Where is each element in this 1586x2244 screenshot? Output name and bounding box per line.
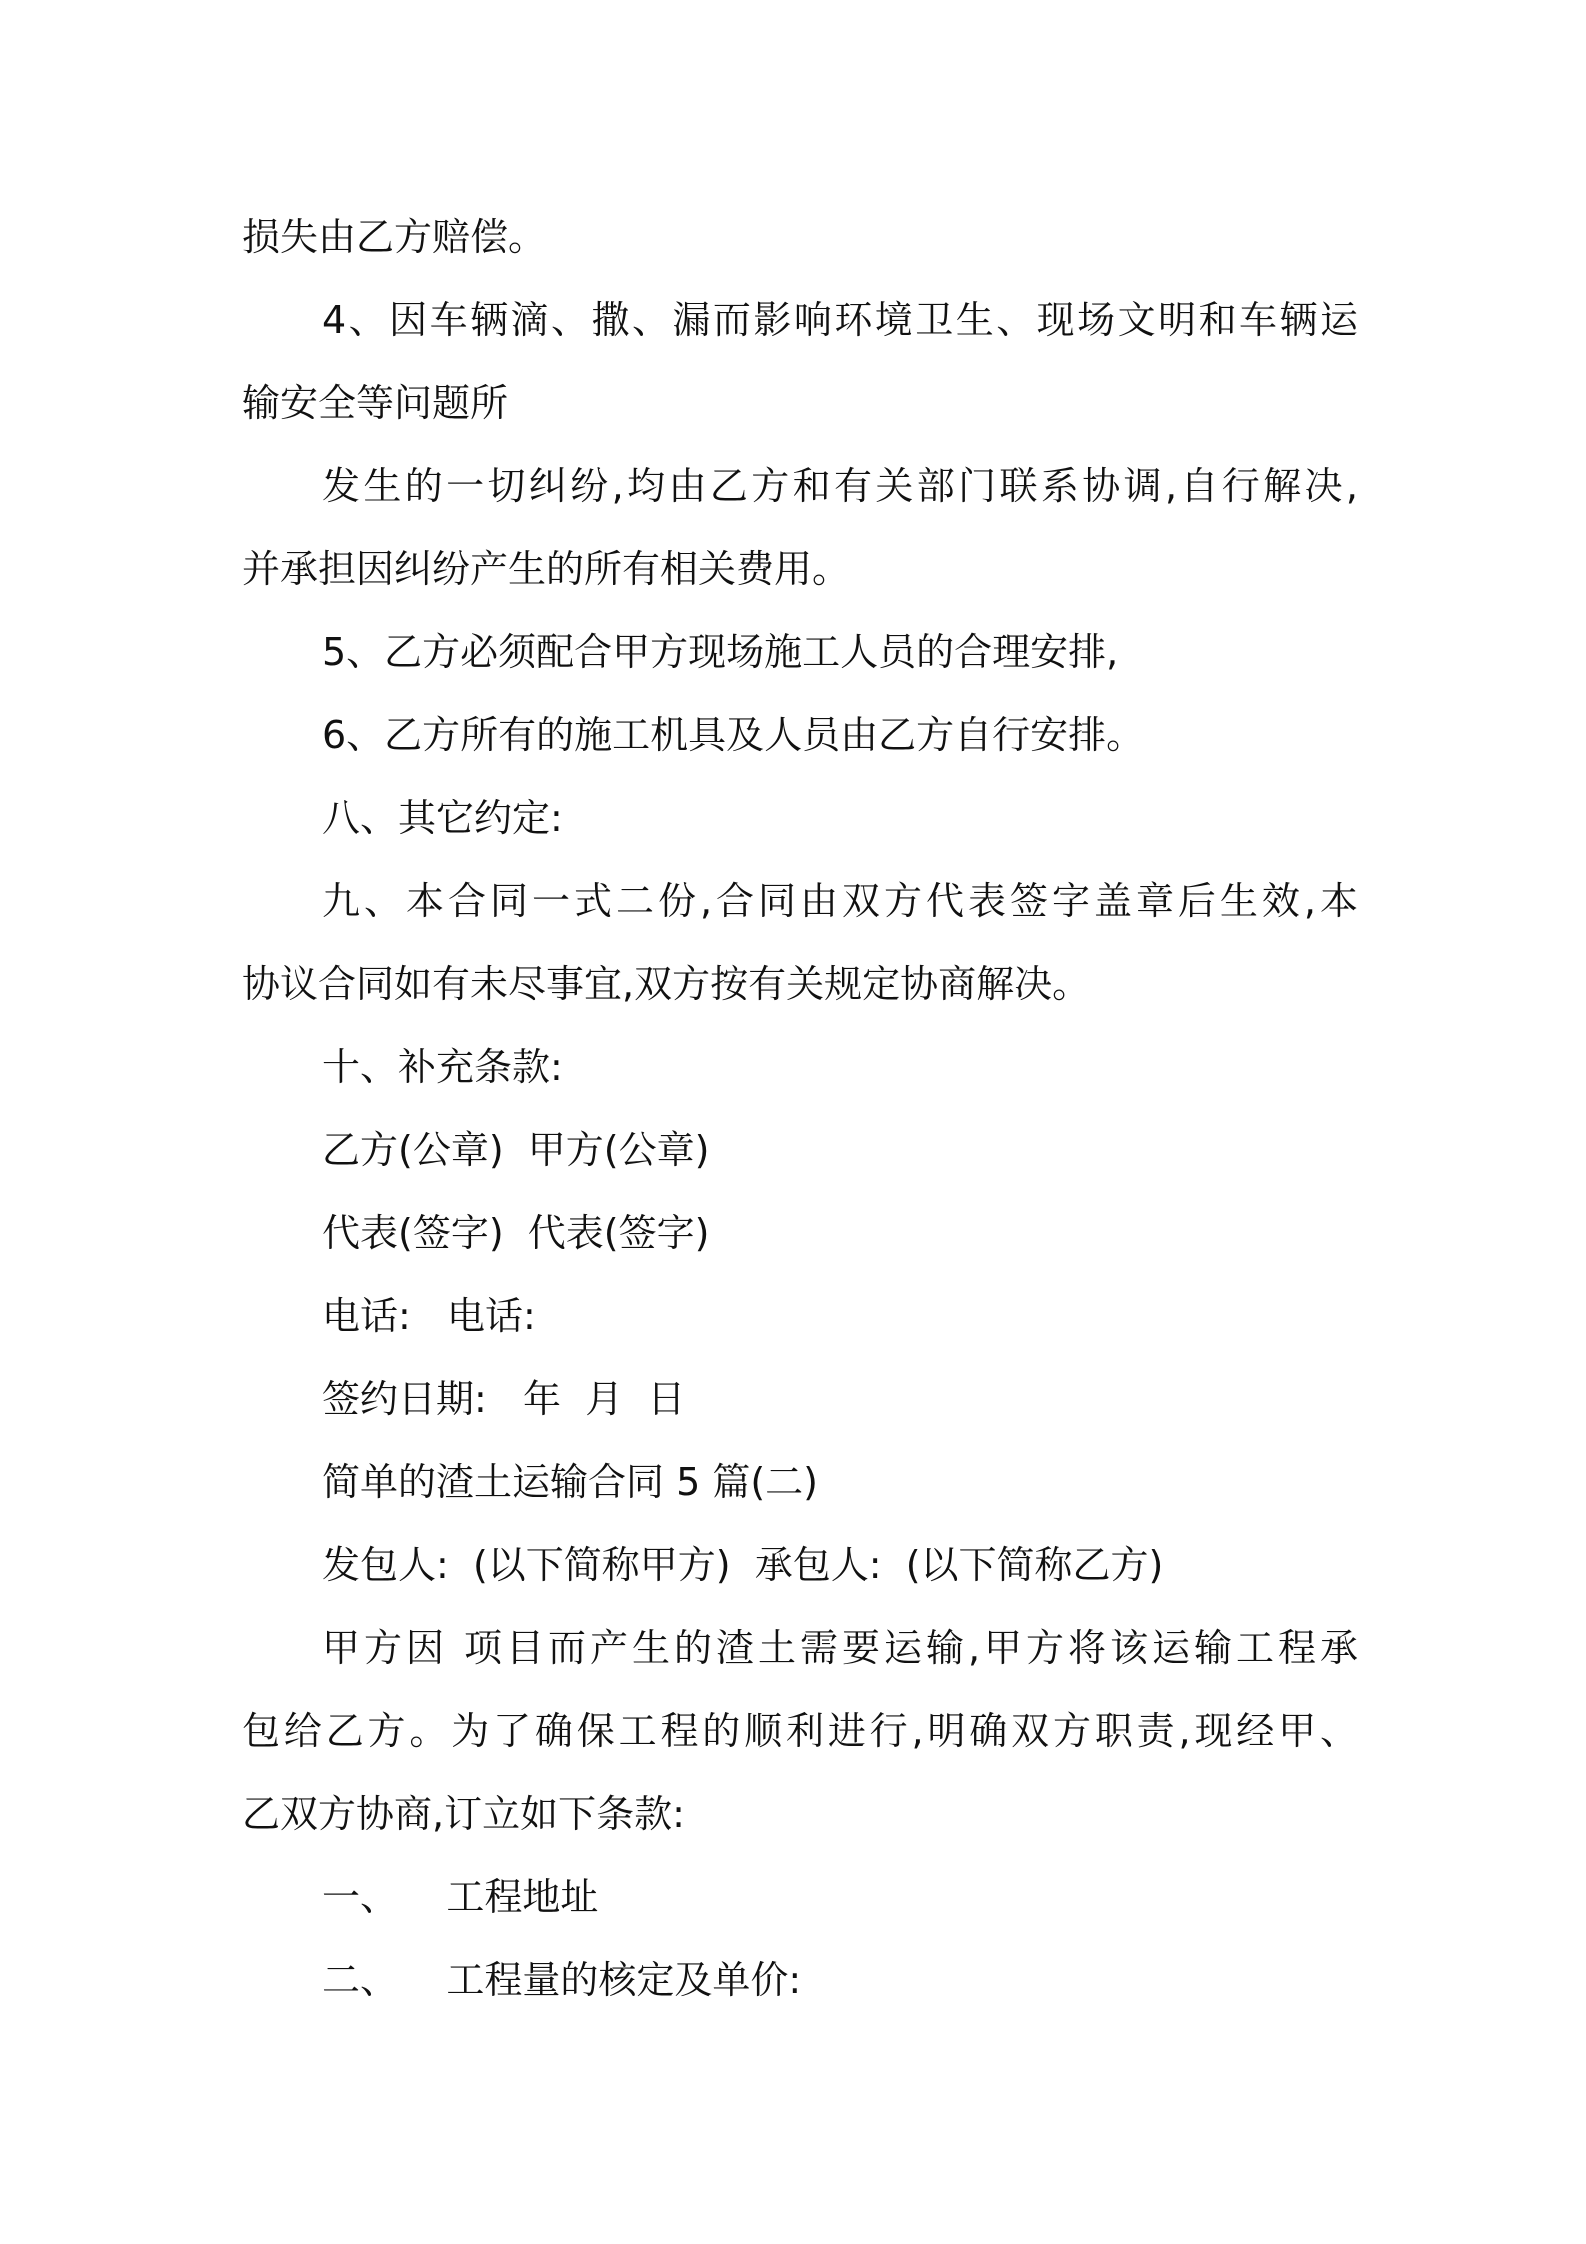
paragraph-line: 乙双方协商,订立如下条款: xyxy=(242,1792,685,1836)
signature-seal-line: 乙方(公章) 甲方(公章) xyxy=(322,1128,710,1172)
document-subtitle: 简单的渣土运输合同 5 篇(二) xyxy=(322,1460,818,1504)
paragraph-line: 九、本合同一式二份,合同由双方代表签字盖章后生效,本 xyxy=(322,879,1358,923)
clause-heading: 一、 工程地址 xyxy=(322,1875,599,1919)
clause-heading: 二、 工程量的核定及单价: xyxy=(322,1958,802,2002)
signature-rep-line: 代表(签字) 代表(签字) xyxy=(322,1211,710,1255)
sign-date-line: 签约日期: 年 月 日 xyxy=(322,1377,686,1421)
paragraph-line: 甲方因 项目而产生的渣土需要运输,甲方将该运输工程承 xyxy=(322,1626,1358,1670)
document-body xyxy=(242,196,1358,2022)
paragraph-line: 6、乙方所有的施工机具及人员由乙方自行安排。 xyxy=(322,713,1145,757)
paragraph-line: 5、乙方必须配合甲方现场施工人员的合理安排, xyxy=(322,630,1119,674)
paragraph-line: 协议合同如有未尽事宜,双方按有关规定协商解决。 xyxy=(242,962,1091,1006)
paragraph-line: 损失由乙方赔偿。 xyxy=(242,215,547,259)
paragraph-line: 发生的一切纠纷,均由乙方和有关部门联系协调,自行解决, xyxy=(322,464,1358,508)
parties-line: 发包人: (以下简称甲方) 承包人: (以下简称乙方) xyxy=(322,1543,1164,1587)
section-heading: 八、其它约定: xyxy=(322,796,563,840)
section-heading: 十、补充条款: xyxy=(322,1045,563,1089)
paragraph-line: 并承担因纠纷产生的所有相关费用。 xyxy=(242,547,851,591)
paragraph-line: 输安全等问题所 xyxy=(242,381,509,425)
paragraph-line: 4、因车辆滴、撒、漏而影响环境卫生、现场文明和车辆运 xyxy=(322,298,1358,342)
paragraph-line: 包给乙方。为了确保工程的顺利进行,明确双方职责,现经甲、 xyxy=(242,1709,1358,1753)
phone-line: 电话: 电话: xyxy=(322,1294,536,1338)
